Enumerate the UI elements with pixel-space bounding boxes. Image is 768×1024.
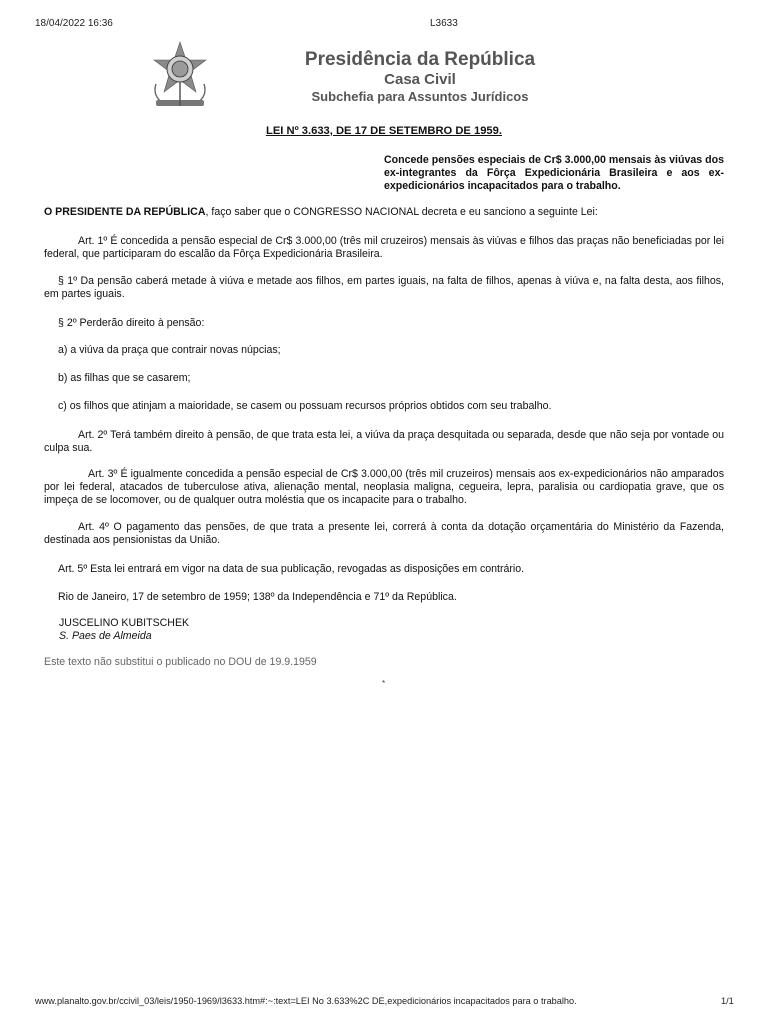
law-summary: Concede pensões especiais de Cr$ 3.000,00 mensais às viúvas dos ex-integrantes da Fôrça Expedicionária Brasileira e aos ex-expedicionários incapacitados para o trabalho. [384,154,724,192]
signature-minister: S. Paes de Almeida [59,630,152,642]
article-1: Art. 1º É concedida a pensão especial de Cr$ 3.000,00 (três mil cruzeiros) mensais às viúvas e filhos das praças não beneficiadas por lei federal, que participaram do escalão da Fôrça Expedicionária Brasileira. [44,235,724,261]
institution-title: Presidência da República [304,49,536,70]
article-3: Art. 3º É igualmente concedida a pensão especial de Cr$ 3.000,00 (três mil cruzeiros) mensais aos ex-expedicionários não amparados por lei federal, atacados de tuberculose ativa, alienação mental, neoplasia maligna, cegueira, lepra, paralisia ou cardiopatia grave, que os impeça de se locomover, ou de qualquer outra moléstia que os incapacite para o trabalho. [44,468,724,507]
preamble [44,206,724,219]
article-1-item-c: c) os filhos que atinjam a maioridade, se casem ou possuam recursos próprios obtidos com seu trabalho. [58,400,552,412]
article-2: Art. 2º Terá também direito à pensão, de que trata esta lei, a viúva da praça desquitada ou separada, desde que não seja por vontade ou culpa sua. [44,429,724,455]
institution-subtitle: Casa Civil [384,71,456,88]
preamble-text: , faço saber que o CONGRESSO NACIONAL decreta e eu sanciono a seguinte Lei: [205,206,598,218]
article-5: Art. 5º Esta lei entrará em vigor na data de sua publicação, revogadas as disposições em contrário. [58,563,525,575]
article-4: Art. 4º O pagamento das pensões, de que trata a presente lei, correrá à conta da dotação orçamentária do Ministério da Fazenda, destinada aos pensionistas da União. [44,521,724,547]
preamble-authority: O PRESIDENTE DA REPÚBLICA [44,206,206,218]
article-1-paragraph-1: § 1º Da pensão caberá metade à viúva e metade aos filhos, em partes iguais, na falta de filhos, apenas à viúva e, na falta desta, aos filhos, em partes iguais. [44,275,724,301]
print-date: 18/04/2022 16:36 [35,18,113,29]
separator-asterisk: * [382,679,386,688]
closing-date: Rio de Janeiro, 17 de setembro de 1959; 138º da Independência e 71º da República. [58,591,457,603]
institution-department: Subchefia para Assuntos Jurídicos [311,89,529,104]
print-footer-url: www.planalto.gov.br/ccivil_03/leis/1950-1969/l3633.htm#:~:text=LEI No 3.633%2C DE,expedicionários incapacitados para o trabalho. [35,996,577,1006]
print-page-number: 1/1 [721,996,734,1006]
law-title-link[interactable]: LEI Nº 3.633, DE 17 DE SETEMBRO DE 1959. [265,125,502,137]
signature-president: JUSCELINO KUBITSCHEK [59,617,190,629]
print-page-title: L3633 [430,18,458,29]
article-1-item-a: a) a viúva da praça que contrair novas núpcias; [58,344,281,356]
article-1-item-b: b) as filhas que se casarem; [58,372,191,384]
disclaimer-note: Este texto não substitui o publicado no DOU de 19.9.1959 [44,656,317,668]
brazil-coat-of-arms-icon [146,40,214,110]
article-1-paragraph-2: § 2º Perderão direito à pensão: [58,317,205,329]
